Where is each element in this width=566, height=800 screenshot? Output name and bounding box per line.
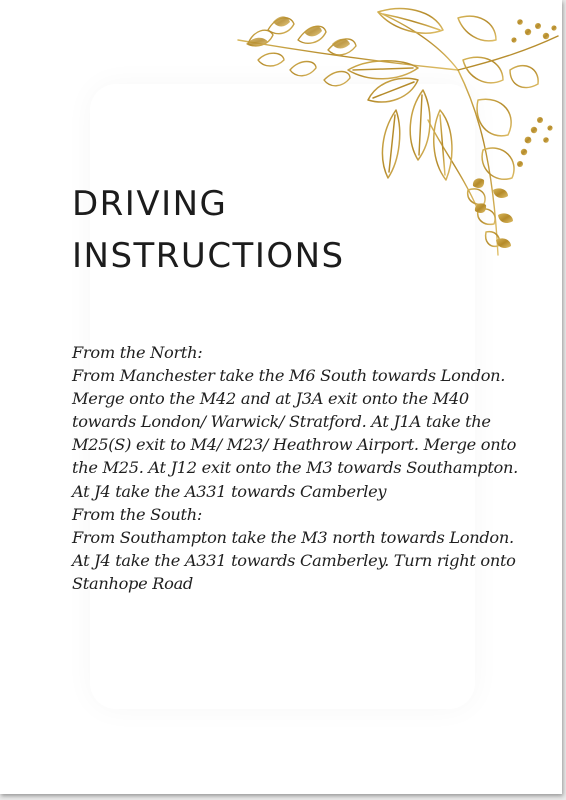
directions-line: towards London/ Warwick/ Stratford. At J1A take the <box>72 412 491 432</box>
directions-line: At J4 take the A331 towards Camberley <box>72 481 387 501</box>
directions-line: M25(S) exit to M4/ M23/ Heathrow Airport. Merge onto <box>72 435 517 455</box>
page-title <box>72 178 345 282</box>
directions-line: Merge onto the M42 and at J3A exit onto the M40 <box>72 389 469 409</box>
title-line-1: DRIVING <box>72 184 228 224</box>
directions-line: At J4 take the A331 towards Camberley. Turn right onto <box>72 550 516 570</box>
directions-line: From Manchester take the M6 South towards London. <box>72 366 506 386</box>
directions-line: the M25. At J12 exit onto the M3 towards Southampton. <box>72 458 518 478</box>
directions-line: Stanhope Road <box>72 573 193 593</box>
directions-line: From Southampton take the M3 north towards London. <box>72 527 514 547</box>
directions-line: From the South: <box>72 504 203 524</box>
title-line-2: INSTRUCTIONS <box>72 236 345 276</box>
directions-line: From the North: <box>72 343 203 362</box>
directions-text <box>72 341 542 595</box>
